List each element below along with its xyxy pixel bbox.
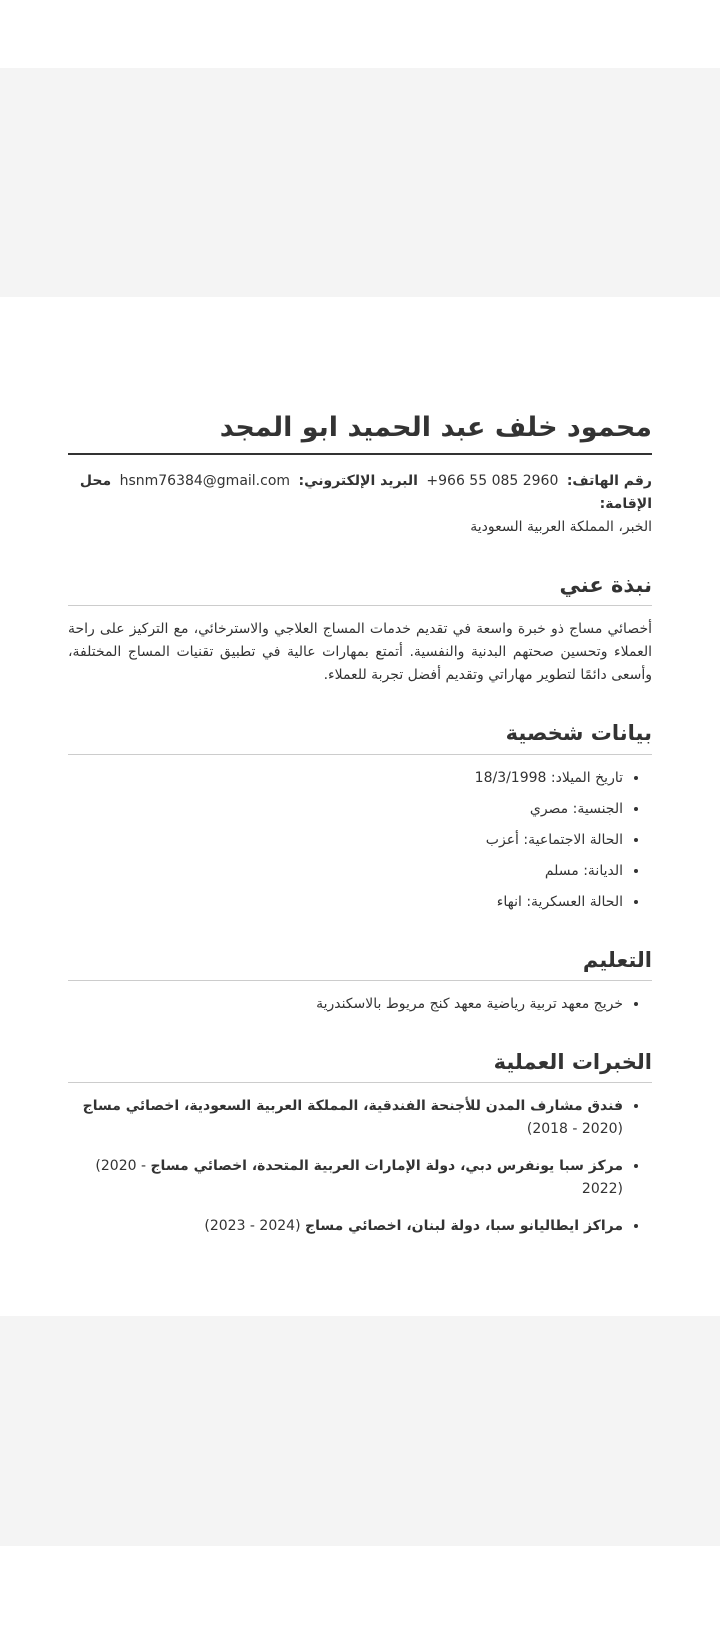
education-section (68, 946, 652, 1016)
experience-title: الخبرات العملية (68, 1048, 652, 1083)
list-item (68, 1095, 623, 1141)
about-text: أخصائي مساج ذو خبرة واسعة في تقديم خدمات المساج العلاجي والاسترخائي، مع التركيز على راحة العملاء وتحسين صحتهم البدنية والنفسية. أتمتع بمهارات عالية في تطبيق تقنيات المساج المختلفة، وأسعى دائمًا لتطوير مهاراتي وتقديم أفضل تجربة للعملاء. (68, 621, 652, 684)
personal-title: بيانات شخصية (68, 719, 652, 754)
education-list (68, 993, 652, 1016)
personal-list (68, 767, 652, 914)
education-title: التعليم (68, 946, 652, 981)
about-section (68, 571, 652, 687)
experience-period: (2018 - 2020) (526, 1121, 623, 1138)
list-item (68, 1155, 623, 1201)
experience-list (68, 1095, 652, 1238)
experience-org: مراكز ايطاليانو سبا، دولة لبنان، اخصائي مساج (304, 1218, 623, 1235)
full-name-heading: محمود خلف عبد الحميد ابو المجد (68, 410, 652, 455)
experience-org: مركز سبا يونفرس دبي، دولة الإمارات العربية المتحدة، اخصائي مساج (150, 1158, 623, 1175)
contact-info (68, 470, 652, 539)
list-item: • الحالة العسكرية: انهاء (68, 891, 623, 914)
experience-section (68, 1048, 652, 1238)
list-item (68, 1215, 623, 1238)
list-item: • تاريخ الميلاد: 18/3/1998 (68, 767, 623, 790)
bottom-gray-band (0, 1316, 720, 1546)
experience-period: (2023 - 2024) (204, 1218, 301, 1235)
email-value[interactable]: hsnm76384@gmail.com (119, 473, 291, 490)
list-item: • الحالة الاجتماعية: أعزب (68, 829, 623, 852)
phone-label: رقم الهاتف: (566, 473, 652, 490)
email-label: البريد الإلكتروني: (298, 473, 418, 490)
phone-value[interactable]: +966 55 085 2960 (426, 473, 559, 490)
resume-document (68, 410, 652, 1252)
about-title: نبذة عني (68, 571, 652, 606)
residence-value: الخبر، المملكة العربية السعودية (470, 519, 652, 536)
personal-section (68, 719, 652, 913)
experience-org: فندق مشارف المدن للأجنحة الفندقية، المملكة العربية السعودية، اخصائي مساج (82, 1098, 623, 1115)
list-item: • خريج معهد تربية رياضية معهد كنج مريوط بالاسكندرية (68, 993, 623, 1016)
list-item: • الديانة: مسلم (68, 860, 623, 883)
experience-period: (2020 - 2022) (95, 1158, 623, 1198)
residence-label: محل الإقامة: (79, 473, 652, 513)
list-item: • الجنسية: مصري (68, 798, 623, 821)
top-gray-band (0, 68, 720, 297)
